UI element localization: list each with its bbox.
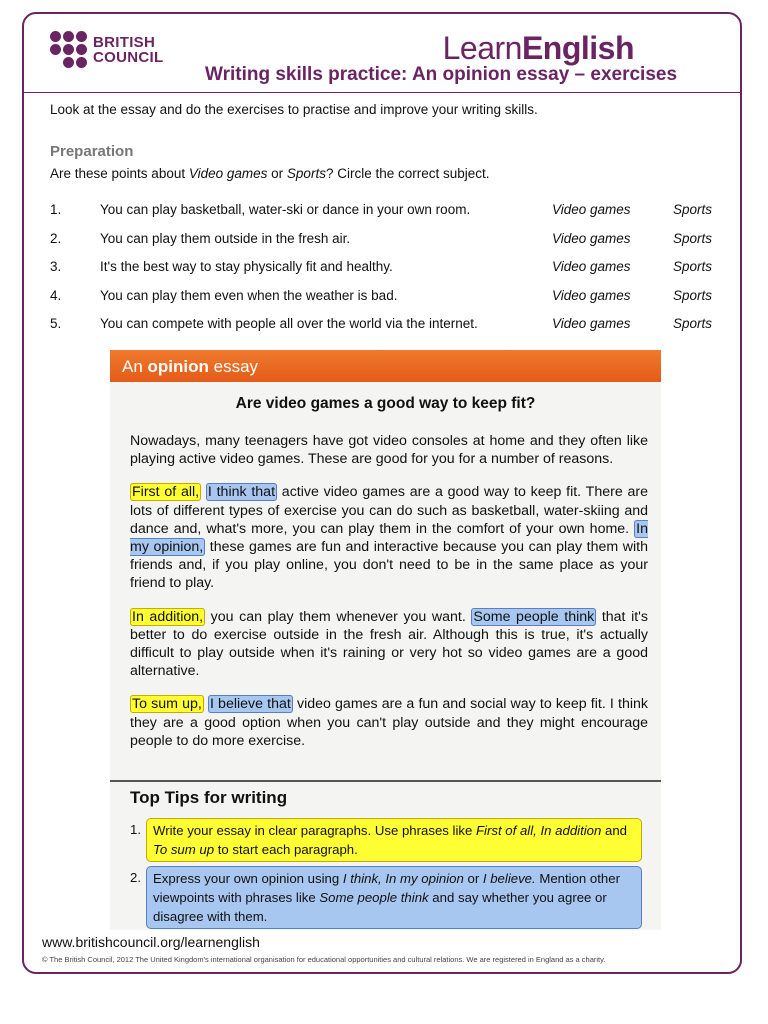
option-sports[interactable]: Sports: [673, 259, 713, 274]
list-item: 1. You can play basketball, water-ski or dance in your own room. Video games Sports: [50, 202, 713, 217]
essay-paragraph-3: In addition, you can play them whenever you want. Some people think that it's better to do exercise outside in the fresh air. Although this is true, it's actually difficult to play outside when it's raining or very hot so video games are a good alternative.: [130, 608, 648, 680]
option-video-games[interactable]: Video games: [552, 259, 631, 274]
highlight-to-sum-up: To sum up,: [132, 696, 202, 713]
footer-copyright: © The British Council, 2012 The United Kingdom's international organisation for educational opportunities and cultural relations. We are registered in England as a charity.: [42, 955, 606, 964]
highlight-first-of-all: First of all,: [132, 484, 200, 501]
learnenglish-brand: LearnEnglish: [442, 30, 634, 66]
highlight-some-people-think: Some people think: [473, 608, 595, 625]
preparation-heading: Preparation: [50, 143, 134, 160]
option-video-games[interactable]: Video games: [552, 231, 631, 246]
highlight-i-believe-that: I believe that: [209, 696, 291, 713]
option-video-games[interactable]: Video games: [552, 288, 631, 303]
intro-text: Look at the essay and do the exercises to practise and improve your writing skills.: [50, 102, 538, 117]
logo-line1: BRITISH: [93, 33, 156, 51]
logo-dots-icon: [50, 31, 87, 68]
option-sports[interactable]: Sports: [673, 316, 713, 331]
essay-paragraph-4: To sum up, I believe that video games are a fun and social way to keep fit. I think they are a good option when you can't play outside and they might encourage people to do more exercise.: [130, 696, 648, 749]
highlight-in-my-opinion: In my opinion,: [130, 520, 648, 556]
header-divider: [24, 92, 740, 93]
essay-body: [130, 432, 648, 765]
option-video-games[interactable]: Video games: [552, 316, 631, 331]
highlight-in-addition: In addition,: [132, 608, 204, 625]
essay-paragraph-2: First of all, I think that active video games are a good way to keep fit. There are lots of different types of exercise you can do such as basketball, water-skiing and dance and, what's more, you can play them in the comfort of your own home. In my opinion, these games are fun and interactive because you can play them with friends and, if you play online, you don't need to be in the same place as your friend to play.: [130, 484, 648, 592]
essay-title: Are video games a good way to keep fit?: [235, 395, 536, 412]
british-council-logo: [50, 31, 163, 68]
list-item: 4. You can play them even when the weather is bad. Video games Sports: [50, 288, 713, 303]
tips-divider: [110, 780, 661, 782]
preparation-question: Are these points about Video games or Sports? Circle the correct subject.: [50, 166, 490, 181]
list-item: 2. You can play them outside in the fresh air. Video games Sports: [50, 231, 713, 246]
list-item: 5. You can compete with people all over the world via the internet. Video games Sports: [50, 316, 713, 331]
page-title: Writing skills practice: An opinion essay – exercises: [205, 64, 678, 85]
tips-heading: Top Tips for writing: [130, 788, 288, 807]
logo-line2: COUNCIL: [93, 48, 164, 66]
tip-1-box: Write your essay in clear paragraphs. Use phrases like First of all, In addition and To sum up to start each paragraph.: [146, 818, 642, 862]
list-item: 3. It's the best way to stay physically fit and healthy. Video games Sports: [50, 259, 713, 274]
option-sports[interactable]: Sports: [673, 288, 713, 303]
tip-2-box: Express your own opinion using I think, In my opinion or I believe. Mention other viewpoints with phrases like Some people think and say whether you agree or disagree with them.: [146, 866, 642, 929]
option-sports[interactable]: Sports: [673, 202, 713, 217]
footer-url-link[interactable]: www.britishcouncil.org/learnenglish: [42, 934, 260, 950]
option-sports[interactable]: Sports: [673, 231, 713, 246]
opinion-essay-panel: An opinion essay Are video games a good way to keep fit? Nowadays, many teenagers have got video consoles at home and they often like playing active video games. These are good for you for a number of reasons. First of all, I think that active video games are a good way to keep fit. There are lots of different types of exercise you can do such as basketball, water-skiing and dance and, what's more, you can play them in the comfort of your own home. In my opinion, these games are fun and interactive because you can play them with friends and, if you play online, you don't need to be in the same place as your friend to play. In addition, you can play them whenever you want. Some people think that it's better to do exercise outside in the fresh air. Although this is true, it's actually difficult to play outside when it's raining or very hot so video games are a good alternative. To sum up, I believe that video games are a fun and social way to keep fit. I think they are a good option when you can't play outside and they might encourage people to do more exercise. Top Tips for writing 1. Write your essay in clear paragraphs. Use phrases like First of all, In addition and To sum up to start each paragraph. 2. Express your own opinion using I think, In my opinion or I believe. Mention other viewpoints with phrases like Some people think and say whether you agree or disagree with them.: [110, 350, 661, 930]
highlight-i-think-that: I think that: [207, 484, 276, 501]
option-video-games[interactable]: Video games: [552, 202, 631, 217]
essay-paragraph-1: Nowadays, many teenagers have got video consoles at home and they often like playing active video games. These are good for you for a number of reasons.: [130, 433, 648, 468]
essay-header: An opinion essay: [110, 350, 661, 382]
